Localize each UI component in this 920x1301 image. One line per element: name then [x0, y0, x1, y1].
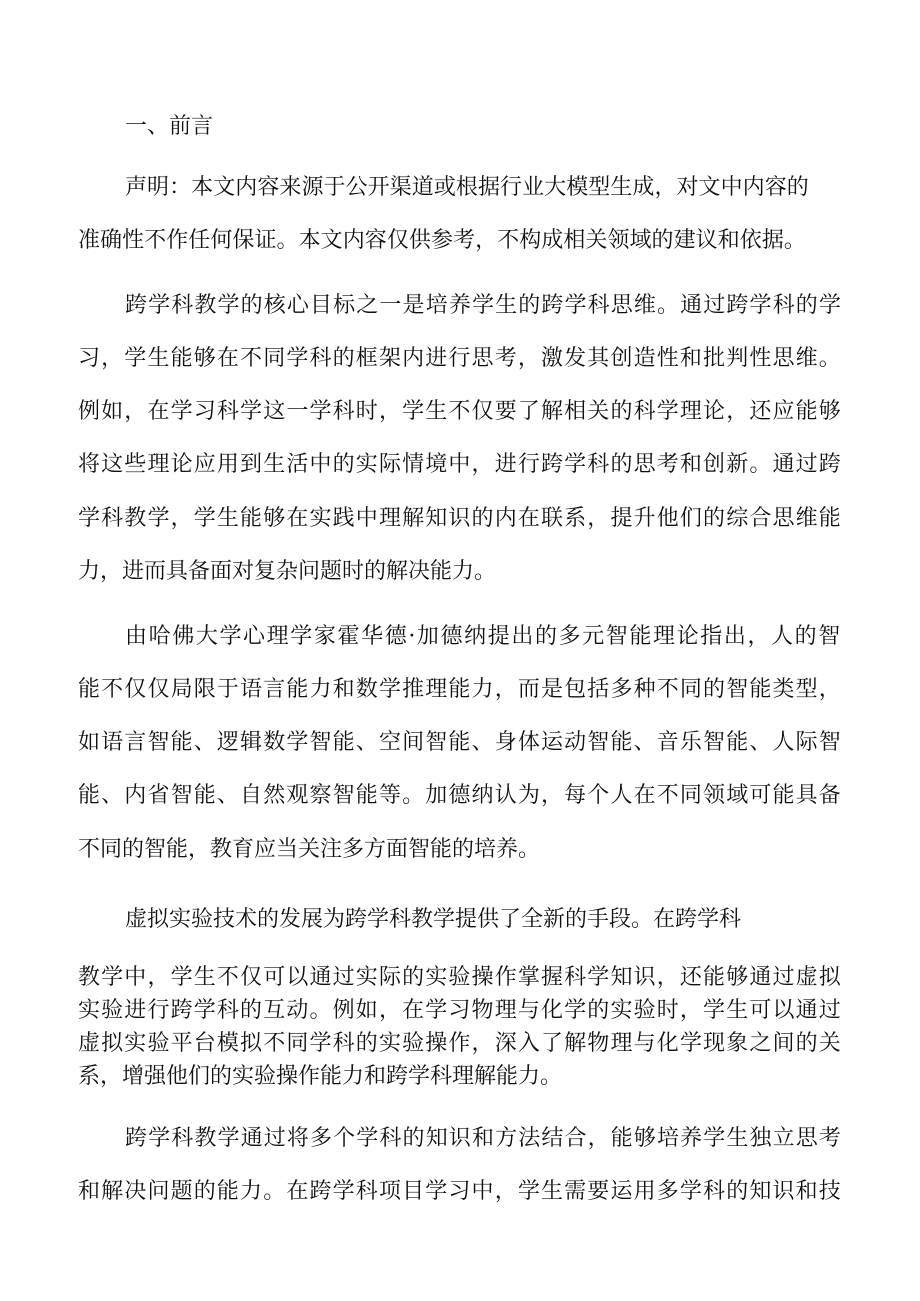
paragraph-line: 习，学生能够在不同学科的框架内进行思考，激发其创造性和批判性思维。 [78, 346, 842, 371]
section-heading: 一、前言 [125, 114, 214, 139]
paragraph-line: 虚拟实验平台模拟不同学科的实验操作，深入了解物理与化学现象之间的关 [78, 1031, 842, 1056]
paragraph-line: 实验进行跨学科的互动。例如，在学习物理与化学的实验时，学生可以通过 [78, 998, 842, 1023]
paragraph-line: 将这些理论应用到生活中的实际情境中，进行跨学科的思考和创新。通过跨 [78, 452, 842, 477]
paragraph-line: 能不仅仅局限于语言能力和数学推理能力，而是包括多种不同的智能类型， [78, 677, 842, 702]
paragraph-line: 如语言智能、逻辑数学智能、空间智能、身体运动智能、音乐智能、人际智 [78, 730, 842, 755]
paragraph-line: 例如，在学习科学这一学科时，学生不仅要了解相关的科学理论，还应能够 [78, 399, 842, 424]
paragraph-line: 声明：本文内容来源于公开渠道或根据行业大模型生成，对文中内容的 [125, 175, 809, 200]
paragraph-line: 能、内省智能、自然观察智能等。加德纳认为，每个人在不同领域可能具备 [78, 783, 842, 808]
paragraph-line: 虚拟实验技术的发展为跨学科教学提供了全新的手段。在跨学科 [125, 907, 742, 932]
paragraph-line: 学科教学，学生能够在实践中理解知识的内在联系，提升他们的综合思维能 [78, 506, 842, 531]
paragraph-line: 教学中，学生不仅可以通过实际的实验操作掌握科学知识，还能够通过虚拟 [78, 965, 842, 990]
paragraph-line: 跨学科教学的核心目标之一是培养学生的跨学科思维。通过跨学科的学 [125, 293, 843, 318]
paragraph-line: 跨学科教学通过将多个学科的知识和方法结合，能够培养学生独立思考 [125, 1126, 843, 1151]
paragraph-line: 由哈佛大学心理学家霍华德·加德纳提出的多元智能理论指出，人的智 [125, 624, 842, 649]
paragraph-line: 力，进而具备面对复杂问题时的解决能力。 [78, 559, 497, 584]
paragraph-line: 和解决问题的能力。在跨学科项目学习中，学生需要运用多学科的知识和技 [78, 1179, 842, 1204]
paragraph-line: 不同的智能，教育应当关注多方面智能的培养。 [78, 837, 541, 862]
paragraph-line: 系，增强他们的实验操作能力和跨学科理解能力。 [78, 1064, 563, 1089]
paragraph-line: 准确性不作任何保证。本文内容仅供参考，不构成相关领域的建议和依据。 [78, 228, 806, 253]
